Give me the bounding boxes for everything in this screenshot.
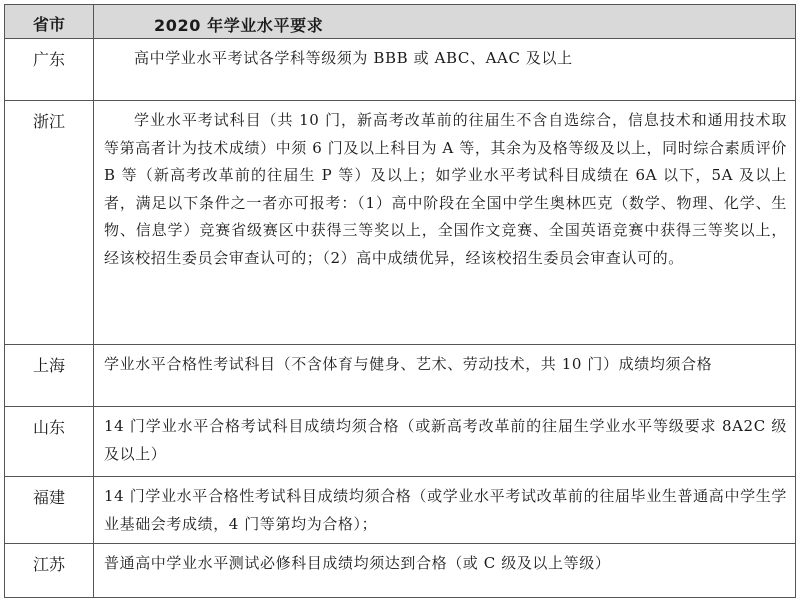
- province-cell: 福建: [5, 477, 94, 543]
- requirement-cell: 14 门学业水平合格考试科目成绩均须合格（或新高考改革前的往届生学业水平等级要求 8A2C 级及以上）: [104, 417, 787, 463]
- header-requirement: 2020 年学业水平要求: [154, 16, 324, 35]
- table-row-jiangsu: [5, 544, 795, 597]
- requirement-cell: 高中学业水平考试各学科等级须为 BBB 或 ABC、AAC 及以上: [134, 49, 573, 67]
- requirements-table: [4, 4, 796, 598]
- province-cell: 山东: [5, 407, 94, 476]
- header-province: 省市: [5, 5, 94, 38]
- table-row-shandong: [5, 407, 795, 477]
- table-row-guangdong: [5, 39, 795, 101]
- province-cell: 江苏: [5, 544, 94, 597]
- province-cell: 上海: [5, 345, 94, 406]
- requirement-cell: 14 门学业水平合格性考试科目成绩均须合格（或学业水平考试改革前的往届毕业生普通高中学生学业基础会考成绩，4 门等第均为合格）；: [104, 487, 787, 533]
- table-row-zhejiang: [5, 101, 795, 345]
- table-row-fujian: [5, 477, 795, 544]
- province-cell: 浙江: [5, 101, 94, 344]
- table-row-shanghai: [5, 345, 795, 407]
- table-header-row: [5, 5, 795, 39]
- requirement-cell: 普通高中学业水平测试必修科目成绩均须达到合格（或 C 级及以上等级）: [104, 554, 611, 572]
- requirement-cell: 学业水平合格性考试科目（不含体育与健身、艺术、劳动技术，共 10 门）成绩均须合格: [104, 355, 713, 373]
- province-cell: 广东: [5, 39, 94, 100]
- requirement-cell: 学业水平考试科目（共 10 门，新高考改革前的往届生不含自选综合，信息技术和通用技术取等第高者计为技术成绩）中须 6 门及以上科目为 A 等，其余为及格等级及以上，同时综合素质评价 B 等（新高考改革前的往届生 P 等）及以上；如学业水平考试科目成绩在 6A 以下，5A 及以上者，满足以下条件之一者亦可报考：（1）高中阶段在全国中学生奥林匹克（数学、物理、化学、生物、信息学）竞赛省级赛区中获得三等奖以上，全国作文竞赛、全国英语竞赛中获得三等奖以上，经该校招生委员会审查认可的；（2）高中成绩优异，经该校招生委员会审查认可的。: [104, 111, 787, 267]
